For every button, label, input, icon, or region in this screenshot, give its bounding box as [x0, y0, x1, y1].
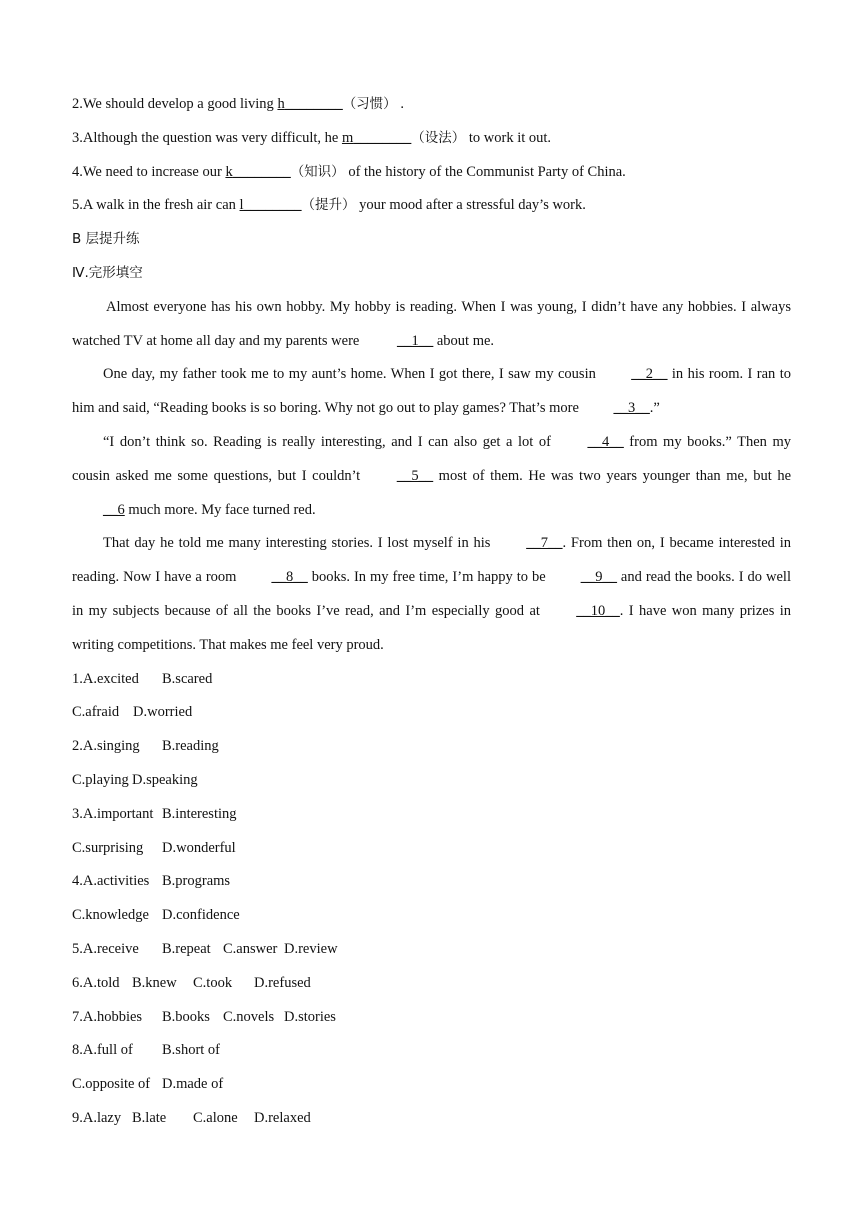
option-d: D.worried — [133, 704, 193, 721]
passage-paragraph-4: That day he told me many interesting stories. I lost myself in his __7__. From then on, I became interested in reading. Now I have a room __8__ books. In my free time, I’m happy to be __9__ and read the books. I do well in my subjects because of all the books I’ve read, and I’m especially good at __10__. I have won many prizes in writing competitions. That makes me feel very proud. — [72, 527, 791, 662]
question-text: 3.Although the question was very difficult, he — [72, 129, 342, 146]
passage-paragraph-1: Almost everyone has his own hobby. My hobby is reading. When I was young, I didn’t have any hobbies. I always watched TV at home all day and my parents were __1__ about me. — [72, 291, 791, 359]
option-d: D.refused — [254, 974, 311, 991]
chinese-hint: （设法） — [411, 129, 466, 146]
question-text: 4.We need to increase our — [72, 163, 226, 180]
option-b: B.programs — [162, 873, 231, 890]
option-line — [72, 798, 791, 832]
option-b: B.reading — [162, 738, 219, 755]
option-d: D.made of — [162, 1076, 224, 1093]
option-a: 2.A.singing — [72, 738, 140, 755]
option-b: B.interesting — [162, 805, 237, 822]
option-line — [72, 1068, 791, 1102]
option-c: C.took — [193, 974, 233, 991]
cloze-blank-1: __1__ — [396, 332, 434, 349]
option-d: D.confidence — [162, 907, 240, 924]
document-page — [72, 88, 791, 1136]
cloze-blank-3: __3__ — [613, 400, 650, 417]
cloze-blank-8: __8__ — [271, 569, 308, 586]
option-b: B.knew — [132, 974, 177, 991]
cloze-blank-10: __10__ — [576, 602, 620, 619]
option-line — [72, 730, 791, 764]
option-c: C.alone — [193, 1109, 238, 1126]
first-letter: h________ — [277, 96, 343, 112]
option-c: C.surprising — [72, 839, 144, 856]
option-line — [72, 764, 791, 798]
fill-blank-question-4: 4.We need to increase our k________（知识） of the history of the Communist Party of China. — [72, 163, 626, 180]
chinese-hint: （提升） — [301, 197, 356, 214]
option-a: 3.A.important — [72, 805, 154, 822]
option-a: 1.A.excited — [72, 670, 139, 687]
option-line — [72, 663, 791, 697]
option-line — [72, 899, 791, 933]
option-a: 5.A.receive — [72, 940, 139, 957]
option-line — [72, 865, 791, 899]
question-text: 2.We should develop a good living — [72, 96, 278, 112]
cloze-blank-6: __6 — [103, 501, 125, 518]
option-a: 9.A.lazy — [72, 1109, 122, 1126]
fill-blank-question-2: 2.We should develop a good living h________（习惯） . — [72, 96, 404, 112]
option-line — [72, 832, 791, 866]
option-b: B.late — [132, 1109, 167, 1126]
cloze-blank-4: __4__ — [587, 433, 624, 450]
option-line — [72, 1001, 791, 1035]
option-c: C.opposite of — [72, 1076, 151, 1093]
option-line — [72, 1102, 791, 1136]
option-b: B.books — [162, 1008, 210, 1025]
chinese-hint: （知识） — [290, 163, 345, 180]
first-letter: k________ — [225, 163, 291, 180]
fill-blank-question-3: 3.Although the question was very difficult, he m________（设法） to work it out. — [72, 129, 552, 146]
option-c: C.novels — [223, 1008, 275, 1025]
option-a: 6.A.told — [72, 974, 120, 991]
question-text: 5.A walk in the fresh air can — [72, 197, 240, 214]
passage-paragraph-3: “I don’t think so. Reading is really interesting, and I can also get a lot of __4__ from my books.” Then my cousin asked me some questions, but I couldn’t __5__ most of them. He was two years younger than me, but he __6 much more. My face turned red. — [72, 426, 791, 527]
option-a: 7.A.hobbies — [72, 1008, 143, 1025]
option-line — [72, 967, 791, 1001]
chinese-hint: （习惯） — [342, 96, 397, 112]
first-letter: l________ — [239, 197, 302, 214]
option-d: D.relaxed — [254, 1109, 311, 1126]
option-d: D.speaking — [132, 771, 198, 788]
option-c: C.answer — [223, 940, 278, 957]
option-d: D.wonderful — [162, 839, 236, 856]
cloze-blank-5: __5__ — [396, 467, 434, 484]
option-b: B.short of — [162, 1042, 220, 1059]
option-d: D.review — [284, 940, 338, 957]
passage-paragraph-2: One day, my father took me to my aunt’s home. When I got there, I saw my cousin __2__ in his room. I ran to him and said, “Reading books is so boring. Why not go out to play games? That’s more __3__.” — [72, 358, 791, 426]
option-d: D.stories — [284, 1008, 336, 1025]
section-heading-b: B 层提升练 — [72, 231, 140, 248]
option-b: B.repeat — [162, 940, 211, 957]
cloze-blank-9: __9__ — [580, 569, 617, 586]
section-heading-cloze: Ⅳ.完形填空 — [72, 264, 143, 281]
option-a: 4.A.activities — [72, 873, 150, 890]
option-a: 8.A.full of — [72, 1042, 133, 1059]
option-c: C.knowledge — [72, 907, 149, 924]
option-line — [72, 1034, 791, 1068]
option-c: C.playing — [72, 771, 129, 788]
cloze-blank-2: __2__ — [631, 366, 668, 383]
cloze-blank-7: __7__ — [526, 535, 563, 552]
option-line — [72, 933, 791, 967]
first-letter: m________ — [341, 129, 412, 146]
option-b: B.scared — [162, 670, 213, 687]
option-c: C.afraid — [72, 704, 120, 721]
option-line — [72, 696, 791, 730]
fill-blank-question-5: 5.A walk in the fresh air can l________（提升） your mood after a stressful day’s work. — [72, 197, 586, 214]
